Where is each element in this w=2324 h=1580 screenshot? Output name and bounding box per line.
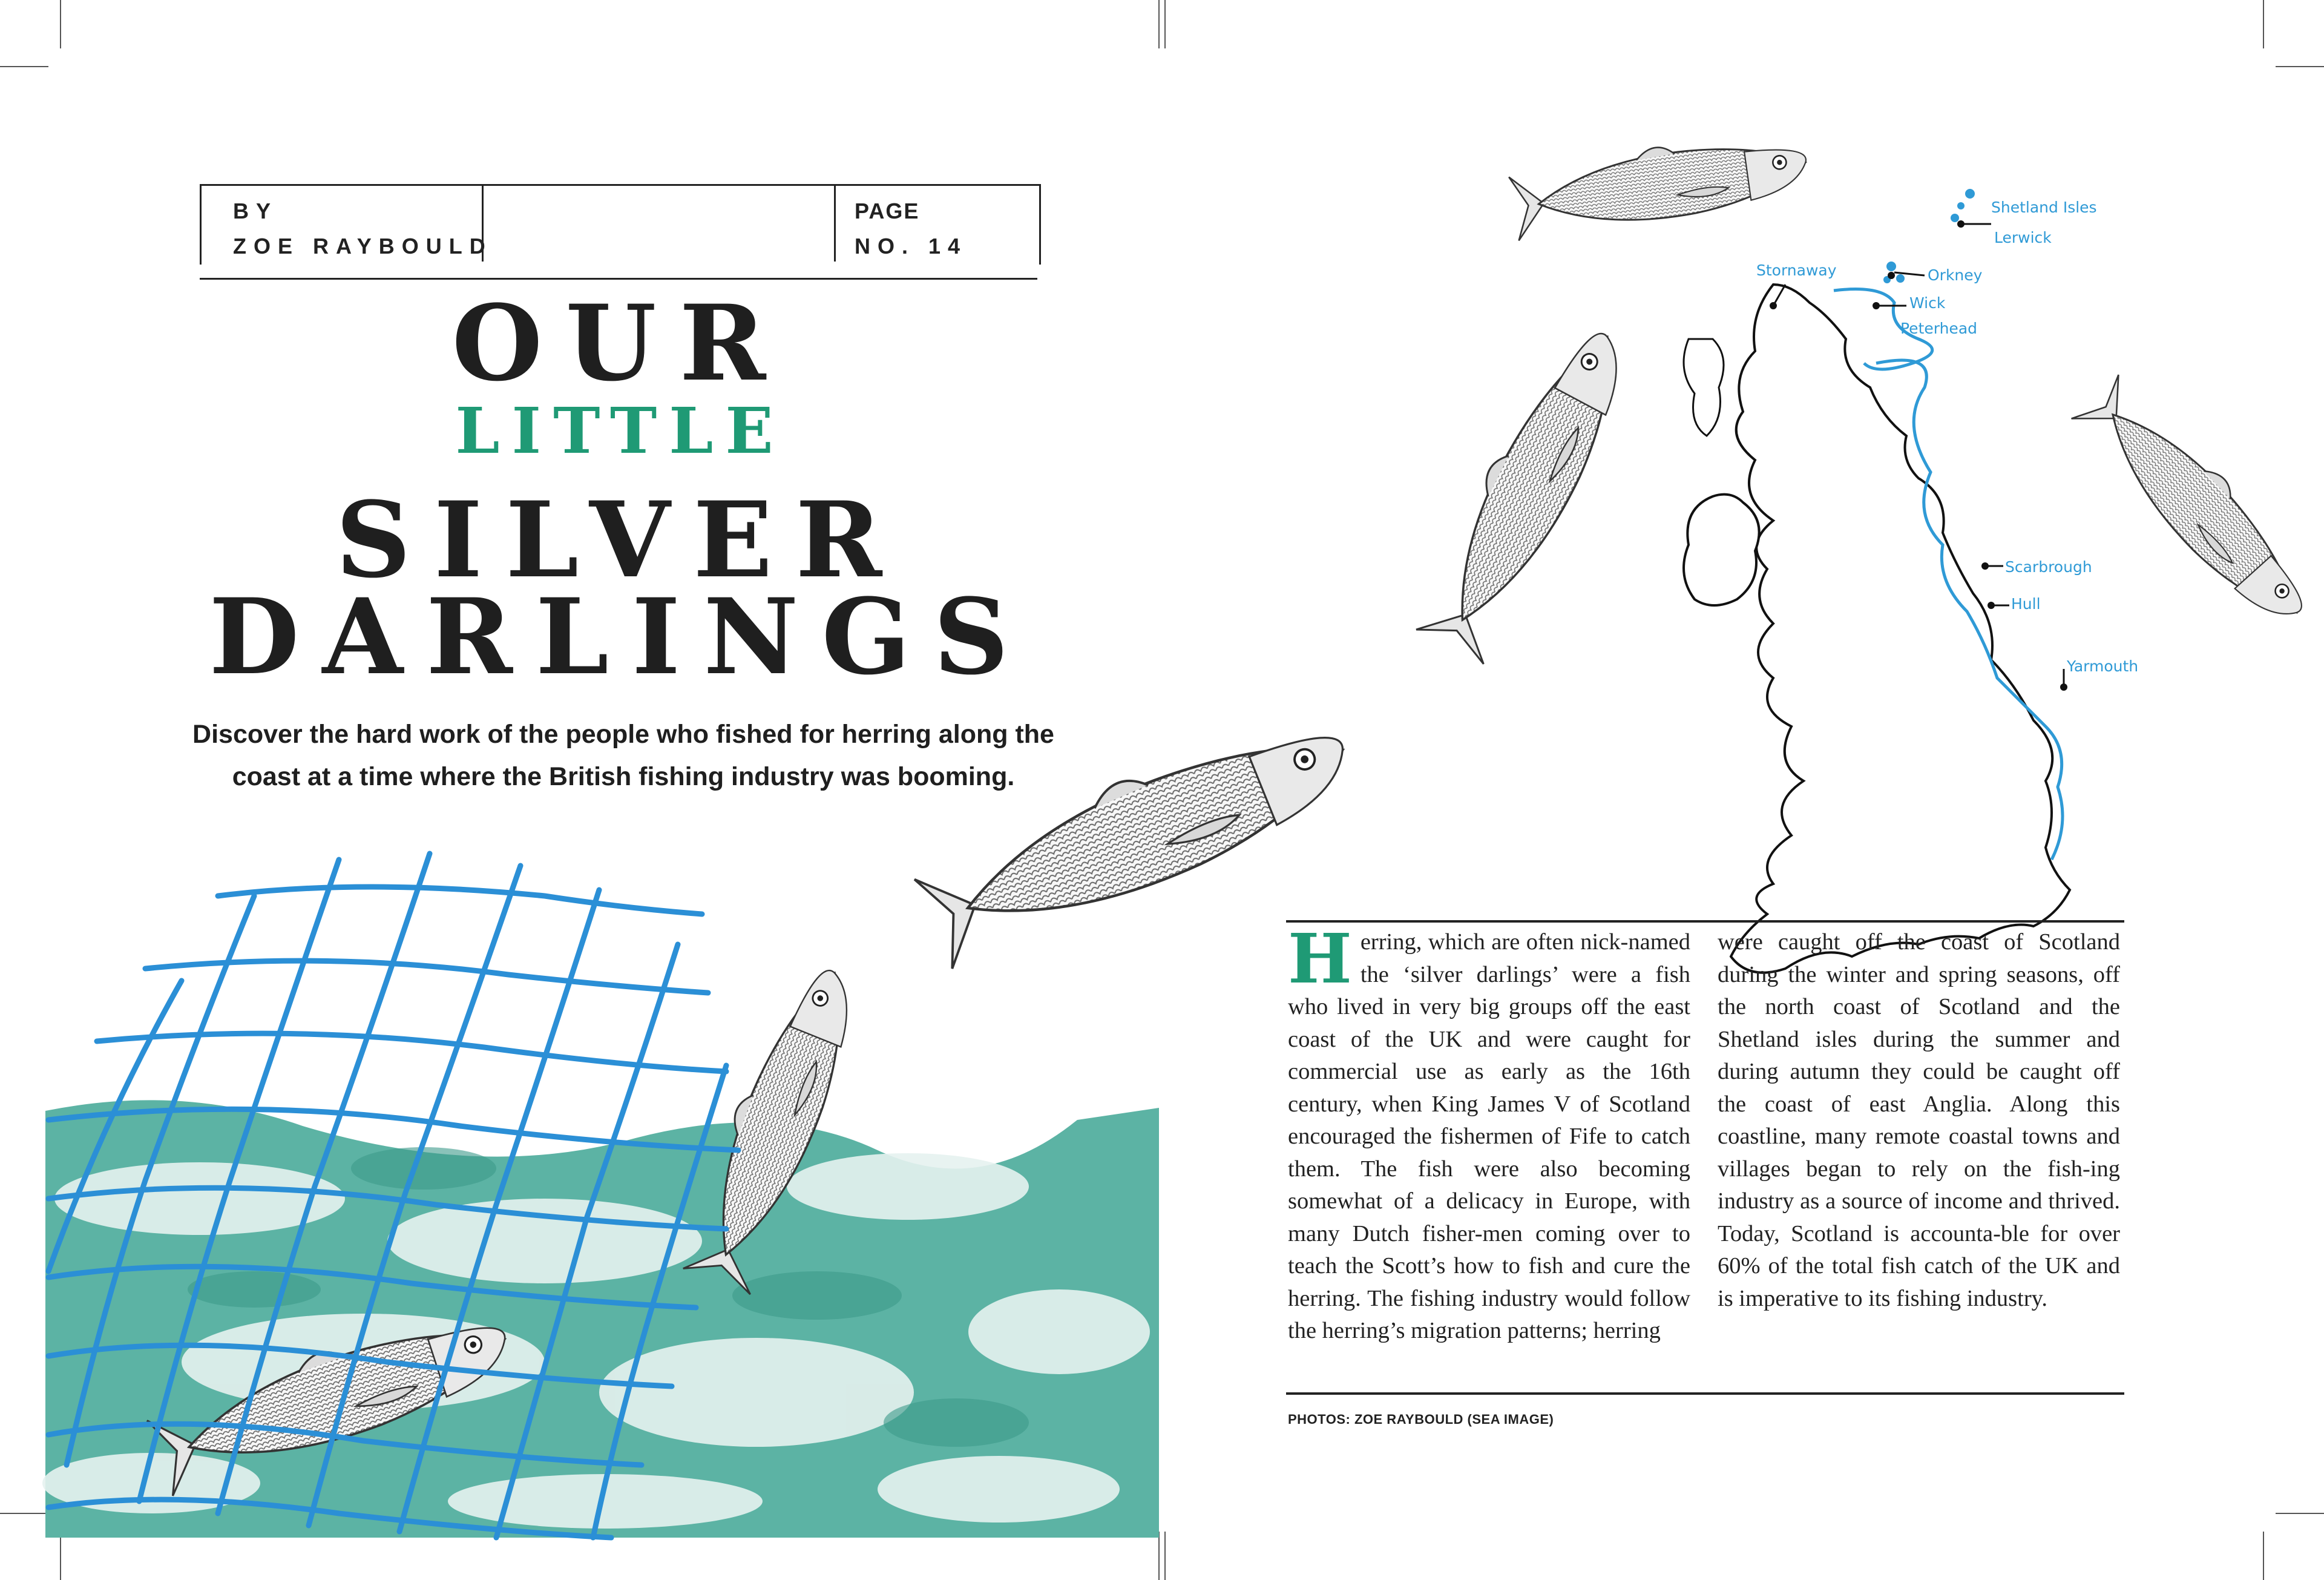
map-label-shetland: Shetland Isles xyxy=(1991,199,2097,216)
map-label-hull: Hull xyxy=(2011,595,2041,613)
article-column-2 xyxy=(1718,926,2120,1315)
drop-cap: H xyxy=(1288,920,1352,999)
map-label-lerwick: Lerwick xyxy=(1994,229,2052,246)
byline-rule xyxy=(200,278,1037,280)
author-name: ZOE RAYBOULD xyxy=(233,234,493,258)
article-text-2: were caught off the coast of Scotland during the winter and spring seasons, off the north coast of Scotland and the Shetland isles during the summer and during autumn they could be caught off the coast of east Anglia. Along this coastline, many remote coastal towns and villages began to rely on the fish-ing industry as a source of income and thrived. Today, Scotland is accounta-ble for over 60% of the total fish catch of the UK and is imperative to its fishing industry. xyxy=(1718,929,2120,1311)
map-label-orkney: Orkney xyxy=(1928,266,1983,284)
byline-divider xyxy=(834,184,836,262)
uk-map xyxy=(1684,189,2070,973)
map-label-peterhead: Peterhead xyxy=(1900,320,1978,337)
map-label-stornaway: Stornaway xyxy=(1756,262,1837,279)
sea-image xyxy=(42,1100,1159,1538)
title-line-1: OUR xyxy=(451,281,789,404)
map-label-yarmouth: Yarmouth xyxy=(2067,657,2139,675)
title-line-3: SILVER xyxy=(335,478,905,601)
map-label-wick: Wick xyxy=(1909,294,1946,312)
article-rule-bottom xyxy=(1286,1392,2124,1395)
article-text-1: erring, which are often nick-named the ‘silver darlings’ were a fish who lived in very big groups off the east coast of the UK and were caught for commercial use as early as the 16th century, when King James V of Scotland encouraged the fishermen of Fife to catch them. The fish were also becoming somewhat of a delicacy in Europe, with many Dutch fisher-men coming over to teach the Scott’s how to fish and cure the herring. The fishing industry would follow the herring’s migration patterns; herring xyxy=(1288,929,1690,1343)
page-label: PAGE xyxy=(855,199,920,223)
article-column-1 xyxy=(1288,920,1690,1348)
by-label: BY xyxy=(233,199,278,223)
page-number: NO. 14 xyxy=(855,234,968,258)
title-line-2: LITTLE xyxy=(455,393,786,468)
article-rule-top xyxy=(1286,920,2124,923)
photo-credit: PHOTOS: ZOE RAYBOULD (SEA IMAGE) xyxy=(1288,1412,1554,1427)
standfirst: Discover the hard work of the people who fished for herring along the coast at a time where the British fishing industry was booming. xyxy=(192,720,1054,791)
title-line-4: DARLINGS xyxy=(209,575,1032,698)
map-label-scarbrough: Scarbrough xyxy=(2005,558,2092,576)
